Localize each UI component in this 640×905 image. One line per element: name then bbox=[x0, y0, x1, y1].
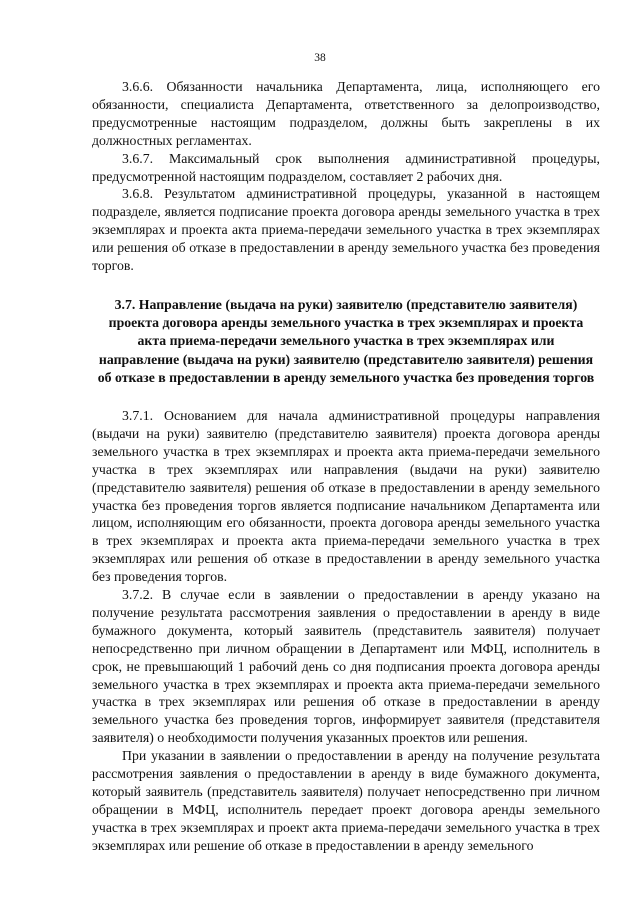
spacer bbox=[92, 275, 600, 296]
page-number: 38 bbox=[314, 52, 326, 64]
paragraph-3-6-7: 3.6.7. Максимальный срок выполнения административной процедуры, предусмотренной настоящим подразделом, составляет 2 рабочих дня. bbox=[92, 150, 600, 184]
paragraph-3-6-8: 3.6.8. Результатом административной процедуры, указанной в настоящем подразделе, является подписание проекта договора аренды земельного участка в трех экземплярах и проекта акта приема-передачи земельного участка в трех экземплярах или решения об отказе в предоставлении в аренду земельного участка без проведения торгов. bbox=[92, 186, 600, 274]
paragraph-3-7-2: 3.7.2. В случае если в заявлении о предоставлении в аренду указано на получение результата рассмотрения заявления о предоставлении в аренду в виде бумажного документа, который заявитель (представитель заявителя) получает непосредственно при личном обращении в Департамент или МФЦ, исполнитель в срок, не превышающий 1 рабочий день со дня подписания проекта договора аренды земельного участка в трех экземплярах и проекта акта приема-передачи земельного участка в трех экземплярах или решения об отказе в предоставлении в аренду земельного участка без проведения торгов, информирует заявителя (представителя заявителя) о необходимости получения указанных проектов или решения. bbox=[92, 587, 600, 746]
paragraph-mfc-delivery: При указании в заявлении о предоставлении в аренду на получение результата рассмотрения заявления о предоставлении в аренду в виде бумажного документа, который заявитель (представитель заявителя) получает непосредственно при личном обращении в МФЦ, исполнитель передает проект договора аренды земельного участка в трех экземплярах и проект акта приема-передачи земельного участка в трех экземплярах или решение об отказе в предоставлении в аренду земельного bbox=[92, 748, 600, 853]
spacer bbox=[92, 387, 600, 407]
paragraph-3-7-1: 3.7.1. Основанием для начала административной процедуры направления (выдачи на руки) заявителю (представителю заявителя) проекта договора аренды земельного участка в трех экземплярах и проекта акта приема-передачи земельного участка в трех экземплярах или направления (выдачи на руки) заявителю (представителю заявителя) решения об отказе в предоставлении в аренду земельного участка без проведения торгов является подписание начальником Департамента или лицом, исполняющим его обязанности, проекта договора аренды земельного участка в трех экземплярах и проекта акта приема-передачи земельного участка в трех экземплярах или решения об отказе в предоставлении в аренду земельного участка без проведения торгов. bbox=[92, 407, 600, 585]
document-body bbox=[92, 78, 600, 855]
paragraph-3-6-6: 3.6.6. Обязанности начальника Департамента, лица, исполняющего его обязанности, специалиста Департамента, ответственного за делопроизводство, предусмотренные настоящим подразделом, должны быть закреплены в их должностных регламентах. bbox=[92, 79, 600, 148]
section-heading-3-7: 3.7. Направление (выдача на руки) заявителю (представителю заявителя) проекта договора аренды земельного участка в трех экземплярах и проекта акта приема-передачи земельного участка в трех экземплярах или направление (выдача на руки) заявителю (представителю заявителя) решения об отказе в предоставлении в аренду земельного участка без проведения торгов bbox=[97, 296, 595, 385]
